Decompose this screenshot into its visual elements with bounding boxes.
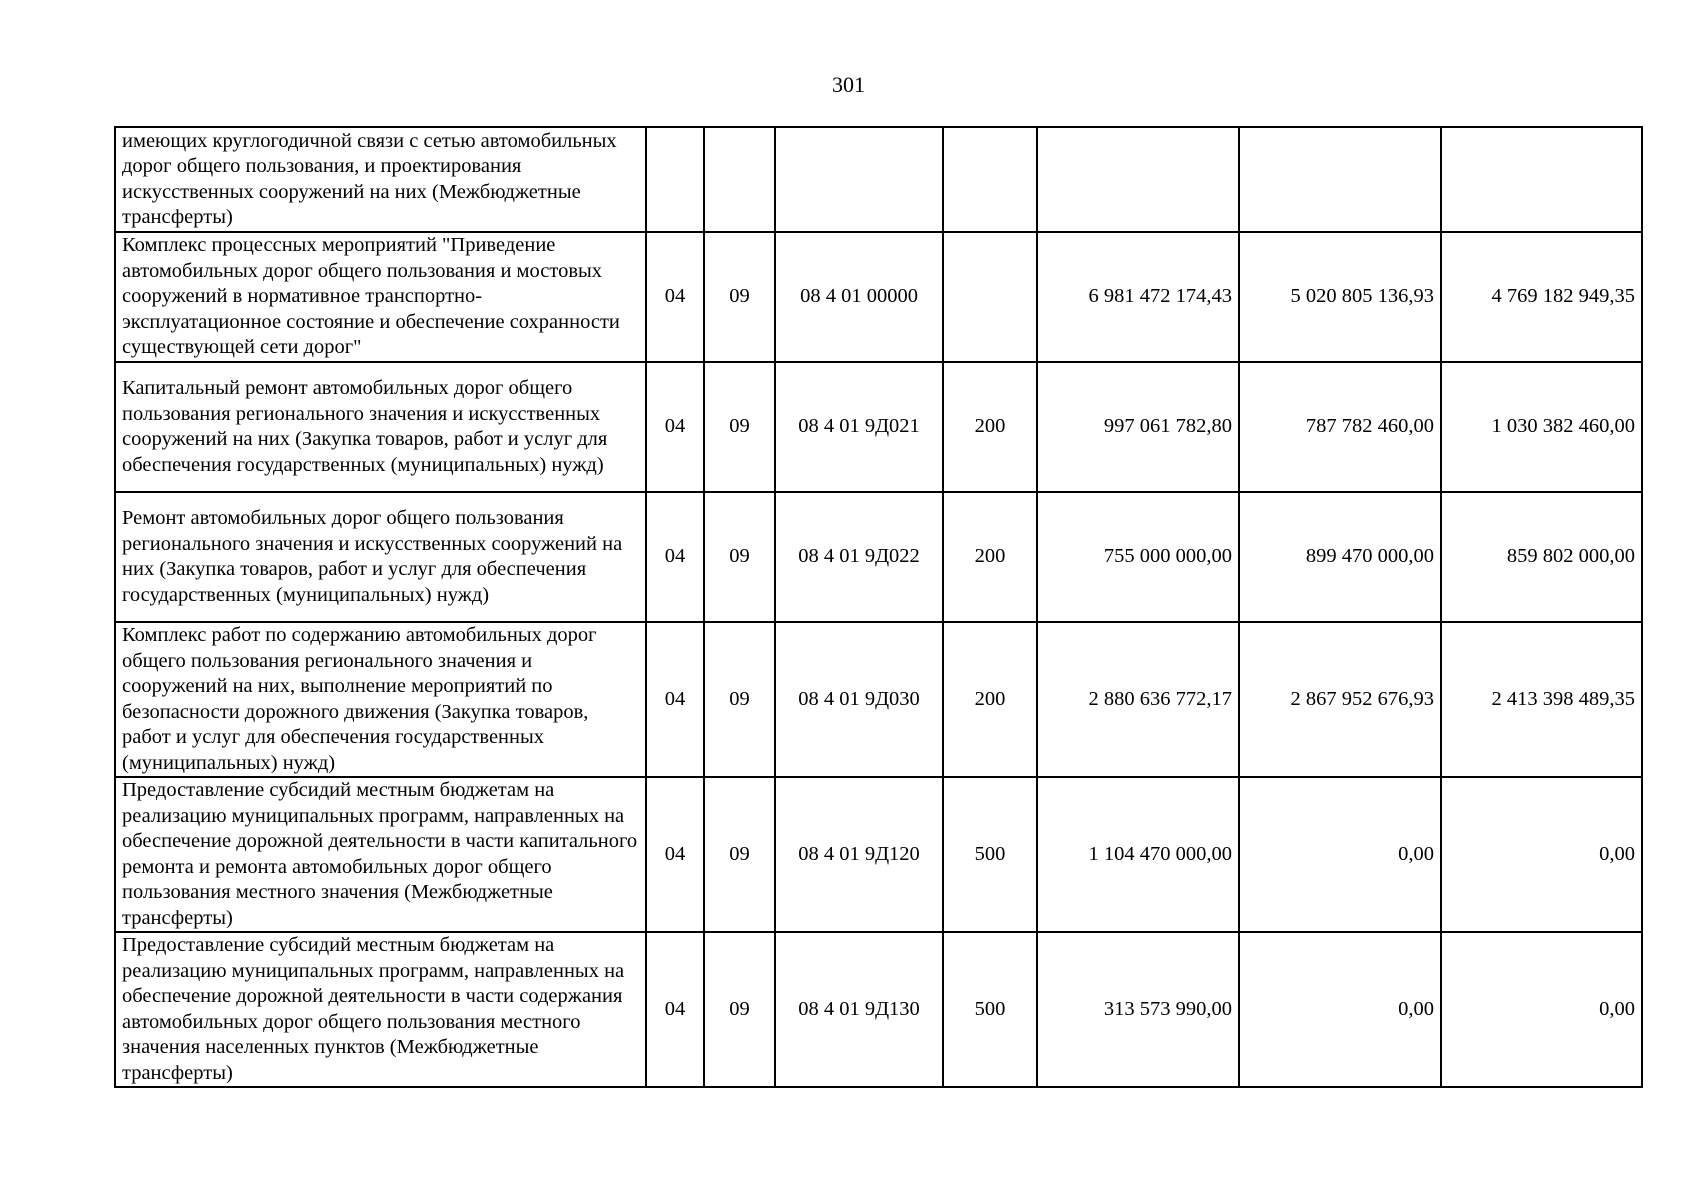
- row-description: Капитальный ремонт автомобильных дорог общего пользования регионального значения и искусственных сооружений на них (Закупка товаров, работ и услуг для обеспечения государственных (муниципальных) нужд): [115, 362, 646, 492]
- subsection-code: 09: [704, 492, 775, 622]
- table-row: [115, 127, 1642, 232]
- table-row: [115, 932, 1642, 1087]
- target-article-code: 08 4 01 9Д130: [775, 932, 943, 1087]
- target-article-code: 08 4 01 9Д120: [775, 777, 943, 932]
- target-article-code: [775, 127, 943, 232]
- amount-year-1: 1 104 470 000,00: [1037, 777, 1239, 932]
- page-number: 301: [832, 72, 865, 97]
- amount-year-2: 5 020 805 136,93: [1239, 232, 1441, 362]
- subsection-code: 09: [704, 362, 775, 492]
- expense-type-code: 200: [943, 362, 1037, 492]
- table-row: [115, 492, 1642, 622]
- amount-year-1: 997 061 782,80: [1037, 362, 1239, 492]
- row-description: Предоставление субсидий местным бюджетам на реализацию муниципальных программ, направленных на обеспечение дорожной деятельности в части капитального ремонта и ремонта автомобильных дорог общего пользования местного значения (Межбюджетные трансферты): [115, 777, 646, 932]
- amount-year-2: [1239, 127, 1441, 232]
- subsection-code: 09: [704, 777, 775, 932]
- expense-type-code: 500: [943, 932, 1037, 1087]
- table-row: [115, 777, 1642, 932]
- budget-table: [114, 126, 1643, 1088]
- row-description: Комплекс работ по содержанию автомобильных дорог общего пользования регионального значения и сооружений на них, выполнение мероприятий по безопасности дорожного движения (Закупка товаров, работ и услуг для обеспечения государственных (муниципальных) нужд): [115, 622, 646, 777]
- target-article-code: 08 4 01 9Д030: [775, 622, 943, 777]
- section-code: 04: [646, 932, 704, 1087]
- amount-year-1: 2 880 636 772,17: [1037, 622, 1239, 777]
- amount-year-2: 0,00: [1239, 932, 1441, 1087]
- amount-year-3: 2 413 398 489,35: [1441, 622, 1642, 777]
- section-code: [646, 127, 704, 232]
- amount-year-3: 1 030 382 460,00: [1441, 362, 1642, 492]
- table-row: [115, 622, 1642, 777]
- target-article-code: 08 4 01 00000: [775, 232, 943, 362]
- subsection-code: [704, 127, 775, 232]
- amount-year-3: 0,00: [1441, 777, 1642, 932]
- section-code: 04: [646, 622, 704, 777]
- row-description: Предоставление субсидий местным бюджетам на реализацию муниципальных программ, направленных на обеспечение дорожной деятельности в части содержания автомобильных дорог общего пользования местного значения населенных пунктов (Межбюджетные трансферты): [115, 932, 646, 1087]
- amount-year-3: 859 802 000,00: [1441, 492, 1642, 622]
- section-code: 04: [646, 777, 704, 932]
- table-row: [115, 232, 1642, 362]
- amount-year-2: 0,00: [1239, 777, 1441, 932]
- target-article-code: 08 4 01 9Д022: [775, 492, 943, 622]
- subsection-code: 09: [704, 232, 775, 362]
- target-article-code: 08 4 01 9Д021: [775, 362, 943, 492]
- amount-year-1: 313 573 990,00: [1037, 932, 1239, 1087]
- row-description: Комплекс процессных мероприятий "Приведение автомобильных дорог общего пользования и мостовых сооружений в нормативное транспортно-эксплуатационное состояние и обеспечение сохранности существующей сети дорог": [115, 232, 646, 362]
- expense-type-code: [943, 127, 1037, 232]
- row-description: Ремонт автомобильных дорог общего пользования регионального значения и искусственных сооружений на них (Закупка товаров, работ и услуг для обеспечения государственных (муниципальных) нужд): [115, 492, 646, 622]
- section-code: 04: [646, 232, 704, 362]
- section-code: 04: [646, 492, 704, 622]
- expense-type-code: 500: [943, 777, 1037, 932]
- subsection-code: 09: [704, 622, 775, 777]
- amount-year-1: [1037, 127, 1239, 232]
- expense-type-code: 200: [943, 492, 1037, 622]
- expense-type-code: 200: [943, 622, 1037, 777]
- amount-year-3: [1441, 127, 1642, 232]
- amount-year-1: 6 981 472 174,43: [1037, 232, 1239, 362]
- table-row: [115, 362, 1642, 492]
- row-description: имеющих круглогодичной связи с сетью автомобильных дорог общего пользования, и проектирования искусственных сооружений на них (Межбюджетные трансферты): [115, 127, 646, 232]
- subsection-code: 09: [704, 932, 775, 1087]
- amount-year-3: 4 769 182 949,35: [1441, 232, 1642, 362]
- amount-year-1: 755 000 000,00: [1037, 492, 1239, 622]
- amount-year-2: 899 470 000,00: [1239, 492, 1441, 622]
- amount-year-2: 2 867 952 676,93: [1239, 622, 1441, 777]
- section-code: 04: [646, 362, 704, 492]
- amount-year-2: 787 782 460,00: [1239, 362, 1441, 492]
- expense-type-code: [943, 232, 1037, 362]
- amount-year-3: 0,00: [1441, 932, 1642, 1087]
